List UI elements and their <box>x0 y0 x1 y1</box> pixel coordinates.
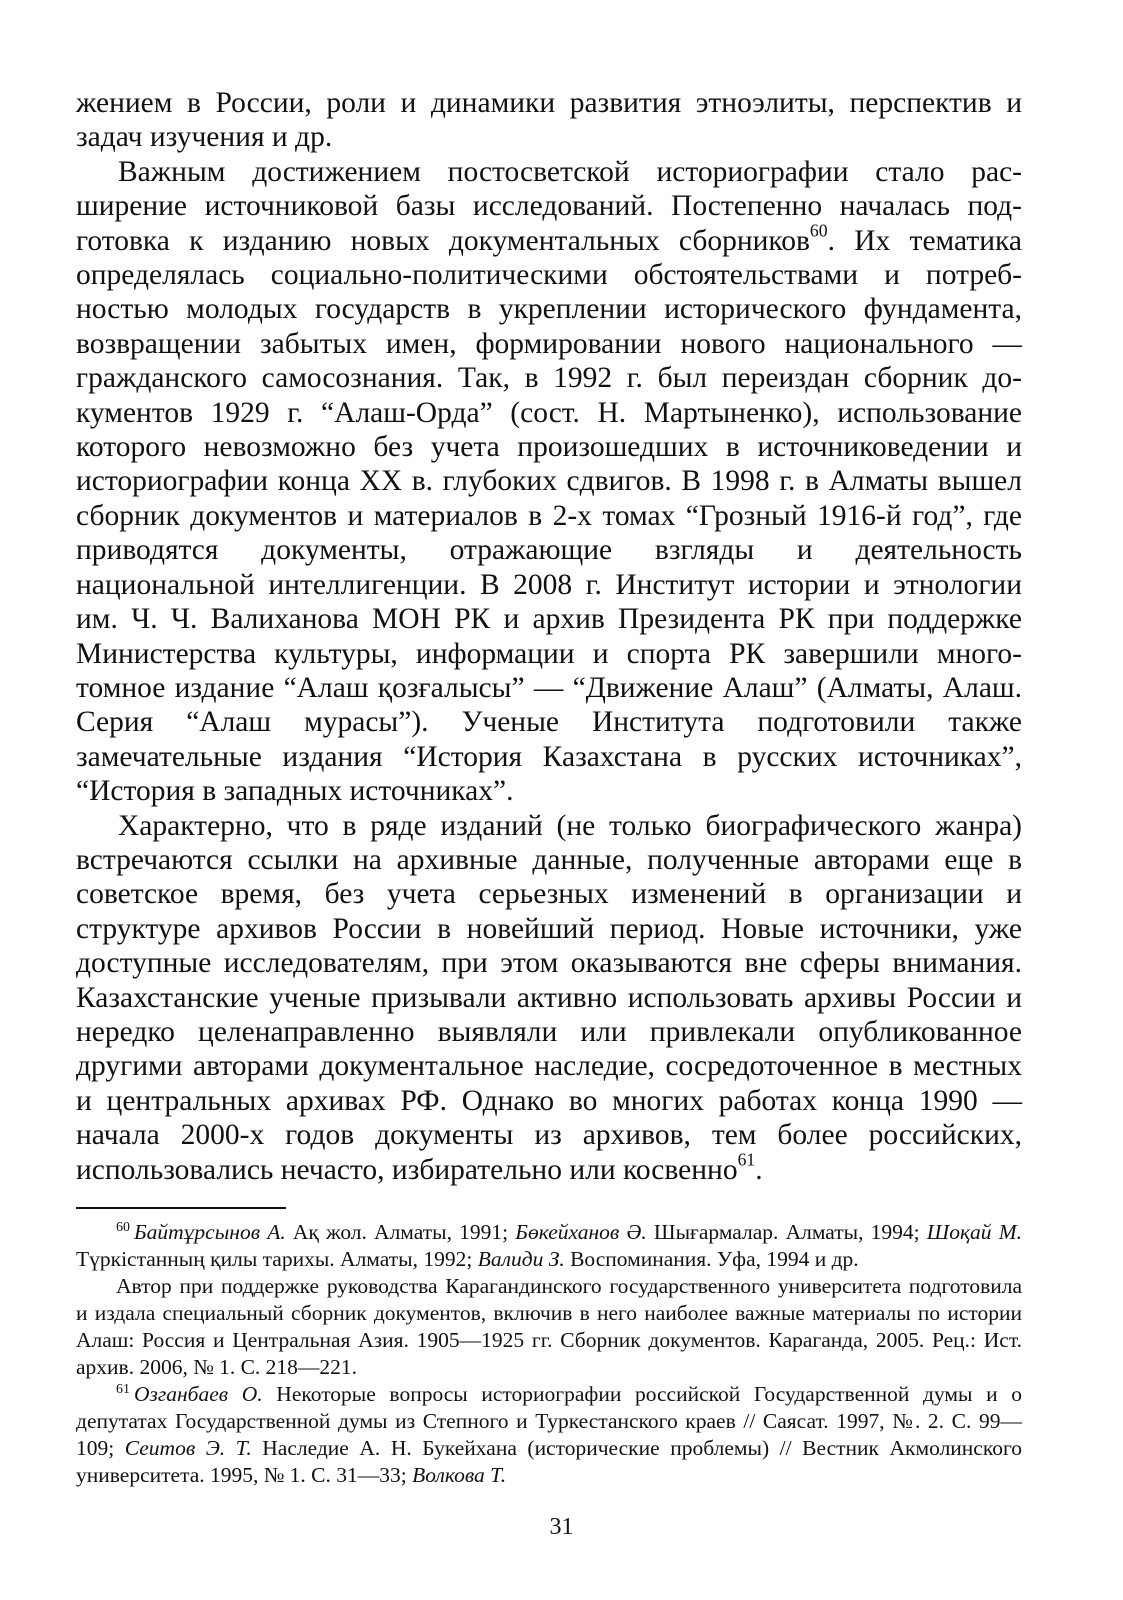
footnote-author: Валиди З. <box>477 1247 565 1271</box>
footnote-61-number: 61 <box>116 1381 130 1397</box>
main-text <box>76 86 1022 1187</box>
footnote-text: Воспоминания. Уфа, 1994 и др. <box>564 1247 859 1271</box>
footnote-60-continued: Автор при поддержке руководства Карагандинского государственного университета подготовила и издала специальный сборник документов, включив в него наиболее важные материалы по истории Алаш: Россия и Центральная Азия. 1905—1925 гг. Сборник документов. Караганда, 2005. Рец.: Ист. архив. 2006, № 1. С. 218—221. <box>76 1274 1022 1379</box>
footnotes <box>76 1219 1022 1489</box>
paragraph-continued <box>76 86 1022 155</box>
footnote-60 <box>76 1219 1022 1273</box>
footnote-text: Түркістанның қилы тарихы. Алматы, 1992; <box>76 1247 478 1271</box>
footnote-author: Бөкейханов Ә. <box>515 1220 647 1244</box>
paragraph-2-text-a: Важным достижением постосветской историографии стало расширение источниковой базы исследований. Постепенно началась подготовка к изданию новых документальных сборников <box>76 155 1022 257</box>
footnote-60-number: 60 <box>116 1219 130 1235</box>
paragraph-1-text: жением в России, роли и динамики развития этноэлиты, перспектив и задач изучения и др. <box>76 87 1022 154</box>
footnote-author: Сеитов Э. Т. <box>124 1436 252 1460</box>
paragraph-3-text-b: . <box>755 1153 763 1186</box>
footnote-text: Ақ жол. Алматы, 1991; <box>285 1220 516 1244</box>
paragraph-2-text-b: . Их тематика определялась социально-политическими обстоятельствами и потребностью молодых государств в укреплении исторического фундамента, возвращении забытых имен, формировании нового национального — гражданского самосознания. Так, в 1992 г. был переиздан сборник документов 1929 г. “Алаш-Орда” (сост. Н. Мартыненко), использование которого невозможно без учета произошедших в источниковедении и историографии конца XX в. глубоких сдвигов. В 1998 г. в Алматы вышел сборник документов и материалов в 2-х томах “Грозный 1916-й год”, где приводятся документы, отражающие взгляды и деятельность национальной интеллигенции. В 2008 г. Институт истории и этнологии им. Ч. Ч. Валиханова МОН РК и архив Президента РК при поддержке Министерства культуры, информации и спорта РК завершили многотомное издание “Алаш қозғалысы” — “Движение Алаш” (Алматы, Алаш. Серия “Алаш мурасы”). Ученые Института подготовили также замечательные издания “История Казахстана в русских источниках”, “История в западных источниках”. <box>76 224 1022 808</box>
footnote-author: Волкова Т. <box>412 1463 507 1487</box>
footnote-text: Шығармалар. Алматы, 1994; <box>646 1220 927 1244</box>
footnote-ref-61[interactable]: 61 <box>737 1149 756 1170</box>
footnote-author: Байтұрсынов А. <box>133 1220 286 1244</box>
footnote-author: Озганбаев О. <box>133 1382 263 1406</box>
page-number: 31 <box>549 1514 574 1540</box>
paragraph-3-text-a: Характерно, что в ряде изданий (не только биографического жанра) встречаются ссылки на архивные данные, полученные авторами еще в советское время, без учета серьезных изменений в организации и структуре архивов России в новейший период. Новые источники, уже доступные исследователям, при этом оказываются вне сферы внимания. Казахстанские ученые призывали активно использовать архивы России и нередко целенаправленно выявляли или привлекали опубликованное другими авторами документальное наследие, сосредоточенное в местных и центральных архивах РФ. Однако во многих работах конца 1990 — начала 2000-х годов документы из архивов, тем более российских, использовались нечасто, избирательно или косвенно <box>76 809 1022 1186</box>
footnote-text: Наследие А. Н. Букейхана (исторические проблемы) // Вестник Акмолинского университета. 1995, № 1. С. 31—33; <box>76 1436 1022 1487</box>
footnote-ref-60[interactable]: 60 <box>809 220 828 241</box>
footnote-text: Некоторые вопросы историографии российской Государственной думы и о депутатах Государственной думы из Степного и Туркестанского краев // Саясат. 1997, №. 2. С. 99—109; <box>76 1382 1022 1460</box>
book-page <box>76 86 1022 1489</box>
footnote-divider <box>76 1207 286 1209</box>
paragraph-3 <box>76 809 1022 1187</box>
footnote-author: Шоқай М. <box>926 1220 1022 1244</box>
paragraph-2 <box>76 155 1022 809</box>
footnote-61 <box>76 1381 1022 1489</box>
